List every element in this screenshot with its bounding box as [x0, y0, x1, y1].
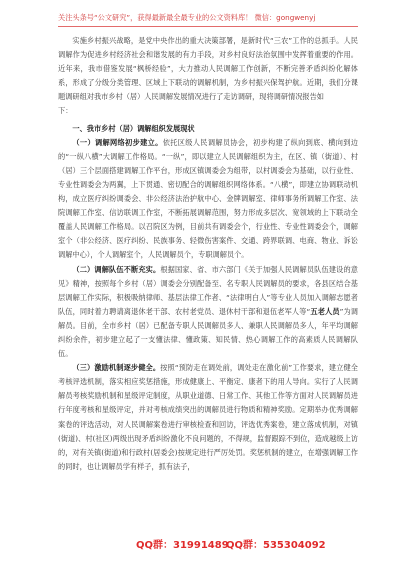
document-body: [58, 34, 358, 474]
paragraph-team-text-a: 根据国家、省、市六部门《关于加强人民调解员队伍建设的意见》精神，按照每个乡村（居）调委会分别配备至、名专职人民调解员的要求，各县区结合基层调解工作实际，积极吸纳律师、基层法律工作者、“法律明白人”等专业人员加入调解志愿者队伍，同时着力聘请离退休老干部、农村老党员、退休村干部和退伍老军人等“: [58, 264, 358, 316]
paragraph-network-text: 依托区级人民调解员协会，初步构建了纵向到底、横向到边的“一纵八横”大调解工作格局。“一纵”，即以建立人民调解组织为主，在区、镇（街道）、村（居）三个层面搭建调解工作平台，形成区镇调委会为组带，以村调委会为基础，以行业性、专业性调委会为两翼，上下贯通、密切配合的调解组织网络体系。“八横”，即建立协调联动机构，成立医疗纠纷调委会、非公经济法治护航中心、金牌调解室、律师事务所调解工作室、法院调解工作室、信访联调工作室，不断拓展调解范围，努力形成多层次、宽领域的上下联动全覆盖人民调解工作格局。以召院区为例，目前共有调委会个，行业性、专业性调委会个，调解室个（非公经济、医疗纠纷、民族事务、轻微伤害案件、交通、跨界联调、电商、物业、诉讼调解中心），个人调解室个，人民调解员个，专职调解员个。: [58, 137, 358, 260]
paragraph-team-text-b: ”为调解员。目前，全市乡村（居）已配备专职人民调解员多人、兼职人民调解员多人，年平均调解纠纷余件，初步建立起了一支懂法律、懂政策、知民情、热心调解工作的高素质人民调解队伍。: [58, 306, 358, 359]
paragraph-network: [58, 136, 358, 263]
paragraph-incentive-lead: （三）激励机制逐步健全。: [72, 363, 161, 373]
paragraph-incentive-text: 按照“预防走在调处前，调处走在激化前”工作要求，建立健全考核评选机制，落实相应奖惩措施，形成健康上、平衡定、康者下的用人导向。实行了人民调解员考核奖励机制和星级评定制度，从职业道德、日常工作、其他工作等方面对人民调解员进行年度考核和星级评定，并对考核成绩突出的调解员进行物质和精神奖励。定期举办优秀调解案卷的评选活动，对人民调解案卷进行审核检查和回访，评选优秀案卷，建立落成机制，对镇(街道)、村(社区)两级出现矛盾纠纷激化不良问题的，不得规，监督跟踪不到位，造成越级上访的，对有关镇(街道)和行政村(居委会)按规定进行严厉处罚。奖惩机制的建立，在增强调解工作的同时，也让调解员学有样子，抓有法子，: [58, 363, 358, 471]
footer-qq-group-2: QQ群：535304092: [226, 540, 326, 551]
intro-paragraph: [58, 34, 358, 104]
header-banner: 关注头条号“公文研究”，获得最新最全最专业的公文资料库！ 微信：gongwenyj: [58, 13, 316, 22]
intro-paragraph-end: [58, 104, 358, 118]
intro-text-end: 下：: [58, 106, 73, 116]
paragraph-team-lead: （二）调解队伍不断充实。: [72, 264, 161, 274]
intro-text: 实施乡村振兴战略，是党中央作出的重大决策部署，是新时代“三农”工作的总抓手。人民调解作为促进乡村经济社会和谐发展的有力手段，对乡村良好法治氛围中发挥着重要的作用。近年来，我市借鉴发展“枫桥经验”，大力推动人民调解工作创新，不断完善矛盾纠纷化解体系，形成了分级分类管理、区域上下联动的调解机制，为乡村振兴保驾护航。近期，我们分课题调研组对我市乡村（居）人民调解发展情况进行了走访调研，现将调研情况报告如: [58, 36, 358, 102]
paragraph-team: [58, 263, 358, 362]
footer-qq-group-1: QQ群：31991489: [136, 540, 229, 551]
paragraph-network-lead: （一）调解网络初步建立。: [72, 137, 163, 147]
header-divider: [58, 26, 358, 27]
section-heading-1: 一、我市乡村（居）调解组织发展现状: [72, 123, 195, 133]
paragraph-incentive: [58, 361, 358, 474]
paragraph-team-bold: 五老人员: [310, 306, 340, 316]
